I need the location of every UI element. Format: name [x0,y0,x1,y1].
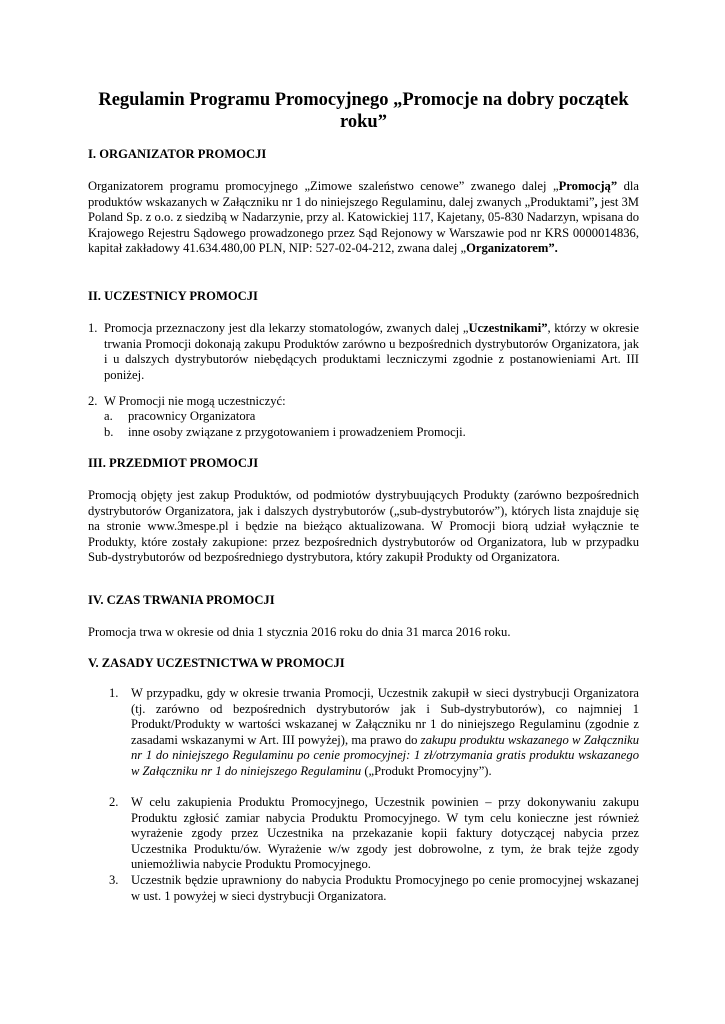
section-5-heading: V. ZASADY UCZESTNICTWA W PROMOCJI [88,656,345,670]
s1-text-b: dla produktów wskazanych w Załączniku nr 1 do niniejszego Regulaminu, dalej zwanych „Produktami” [88,179,639,209]
s1-text-a: Organizatorem programu promocyjnego „Zimowe szaleństwo cenowe” zwanego dalej „ [88,179,559,193]
s2-item-a: pracownicy Organizatora [128,409,256,423]
s5-item-3: Uczestnik będzie uprawniony do nabycia Produktu Promocyjnego po cenie promocyjnej wskazanej w ust. 1 powyżej w sieci dystrybucji Organizatora. [131,873,639,903]
section-3-text: Promocją objęty jest zakup Produktów, od podmiotów dystrybuujących Produkty (zarówno bezpośrednich dystrybutorów Organizatora, jak i dalszych dystrybutorów („sub-dystrybutorów”), których lista znajduje się na stronie www.3mespe.pl i będzie na bieżąco aktualizowana. W Promocji biorą udział wyłącznie te Produkty, które zostały zakupione: przez bezpośrednich dystrybutorów od Organizatora, lub w przypadku Sub-dystrybutorów od bezpośredniego dystrybutora, który zakupił Produkty od Organizatora. [88,488,639,565]
document-title: Regulamin Programu Promocyjnego „Promocje na dobry początek roku” [98,90,629,132]
section-4-heading: IV. CZAS TRWANIA PROMOCJI [88,593,275,607]
s5-item-1-text-a: W przypadku, gdy w okresie trwania Promocji, Uczestnik zakupił w sieci dystrybucji Organizatora (tj. zarówno od bezpośrednich dystrybutorów jak i Sub-dystrybutorów), co najmniej 1 Produkt/Produkty w wartości wskazanej w Załączniku nr 1 do niniejszego Regulaminu (zgodnie z zasadami wskazanymi w Art. III powyżej), ma prawo do [131,686,639,747]
s1-bold-c: Organizatorem”. [466,241,558,256]
section-4-text: Promocja trwa w okresie od dnia 1 stycznia 2016 roku do dnia 31 marca 2016 roku. [88,625,511,639]
section-1-heading: I. ORGANIZATOR PROMOCJI [88,147,267,161]
s1-bold-a: Promocją” [558,179,618,193]
s5-item-1-italic: zakupu produktu wskazanego w Załączniku nr 1 do niniejszego Regulaminu po cenie promocyjnej: 1 zł/otrzymania gratis produktu wskazanego w Załączniku nr 1 do niniejszego Regulaminu [131,732,639,778]
s2-item-1 [104,321,639,383]
s2-item-1-text-a: Promocja przeznaczony jest dla lekarzy stomatologów, zwanych dalej „ [104,321,469,335]
s5-item-2: W celu zakupienia Produktu Promocyjnego, Uczestnik powinien – przy dokonywaniu zakupu Produktu zgłosić zamiar nabycia Produktu Promocyjnego. W tym celu konieczne jest również wyrażenie zgody przez Uczestnika na przekazanie kopii faktury dotyczącej nabycia przez Uczestnika Produktu/ów. Wyrażenie w/w zgody jest dobrowolne, z tym, że brak tejże zgody uniemożliwia nabycie Produktu Promocyjnego. [131,795,639,872]
s2-item-1-number: 1. [88,321,98,335]
s2-item-2-number: 2. [88,394,98,408]
s5-item-2-number: 2. [109,795,119,809]
section-3-heading: III. PRZEDMIOT PROMOCJI [88,456,259,470]
s5-item-1-text-b: („Produkt Promocyjny”). [361,763,492,778]
s2-item-a-letter: a. [104,409,113,423]
s1-text-c: jest 3M Poland Sp. z o.o. z siedzibą w Nadarzynie, przy al. Katowickiej 117, Kajetany, 05-830 Nadarzyn, wpisana do Krajowego Rejestru Sądowego prowadzonego przez Sąd Rejonowy w Warszawie pod nr KRS 0000014836, kapitał zakładowy 41.634.480,00 PLN, NIP: 527-02-04-212, zwana dalej „ [88,194,640,256]
s1-bold-b: , [594,194,598,209]
s2-item-2: W Promocji nie mogą uczestniczyć: [104,394,286,408]
s5-item-3-number: 3. [109,873,119,887]
section-2-heading: II. UCZESTNICY PROMOCJI [88,289,258,303]
s2-item-1-text-b: , którzy w okresie trwania Promocji dokonają zakupu Produktów zarówno u bezpośrednich dystrybutorów Organizatora, jak i u dalszych dystrybutorów niebędących produktami leczniczymi zgodnie z postanowieniami Art. III poniżej. [104,321,639,382]
section-1-text [88,179,639,257]
s2-item-b: inne osoby związane z przygotowaniem i prowadzeniem Promocji. [128,425,466,439]
s2-item-1-bold: Uczestnikami” [468,321,548,335]
s5-item-1-number: 1. [109,686,119,700]
s5-item-1 [131,686,639,780]
s2-item-b-letter: b. [104,425,114,439]
